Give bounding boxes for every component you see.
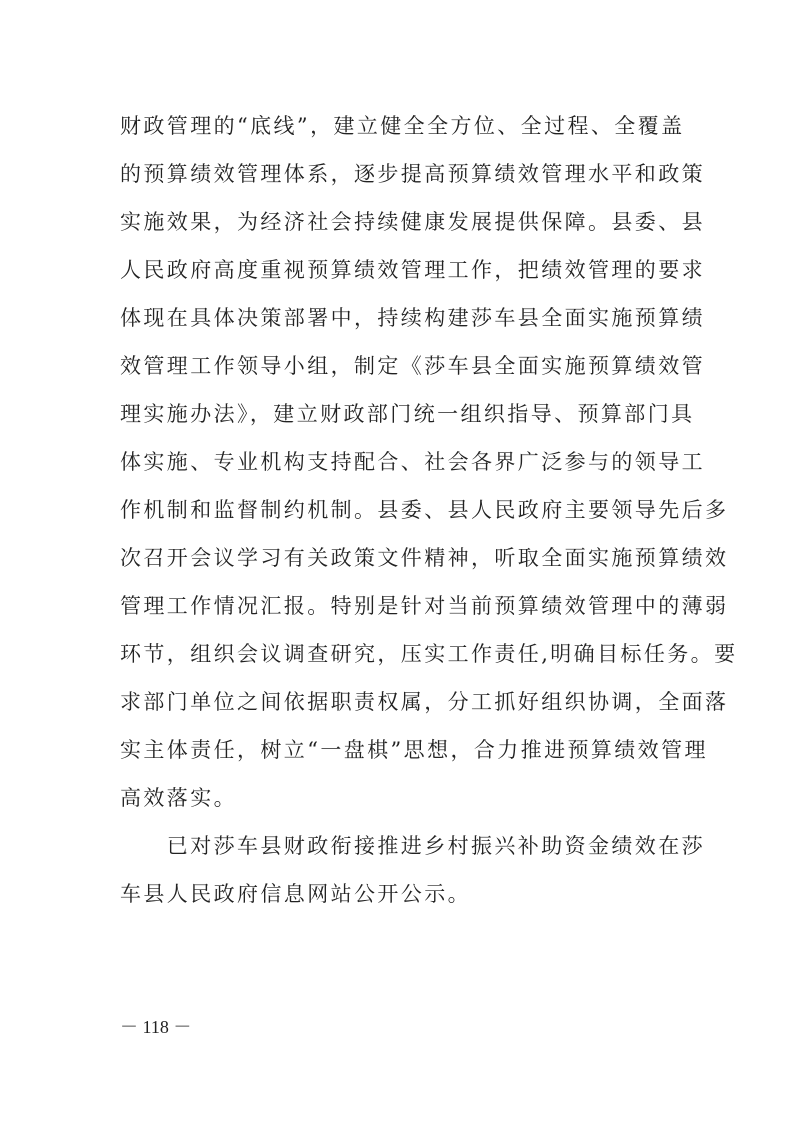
text-line: 的预算绩效管理体系，逐步提高预算绩效管理水平和政策	[120, 162, 705, 186]
text-line: 体实施、专业机构支持配合、社会各界广泛参与的领导工	[120, 450, 705, 474]
text-line: 次召开会议学习有关政策文件精神，听取全面实施预算绩效	[120, 546, 729, 570]
text-line: 作机制和监督制约机制。县委、县人民政府主要领导先后多	[120, 498, 729, 522]
text-line: 实主体责任，树立“一盘棋”思想，合力推进预算绩效管理	[120, 738, 708, 762]
text-line: 求部门单位之间依据职责权属，分工抓好组织协调，全面落	[120, 690, 729, 714]
text-line: 已对莎车县财政衔接推进乡村振兴补助资金绩效在莎	[120, 834, 705, 858]
text-line: 财政管理的“底线”，建立健全全方位、全过程、全覆盖	[120, 114, 685, 138]
text-line: 环节，组织会议调查研究，压实工作责任,明确目标任务。要	[120, 642, 738, 666]
text-line: 管理工作情况汇报。特别是针对当前预算绩效管理中的薄弱	[120, 594, 729, 618]
page-number: － 118 －	[120, 1017, 192, 1037]
text-line: 体现在具体决策部署中，持续构建莎车县全面实施预算绩	[120, 306, 705, 330]
text-line: 理实施办法》，建立财政部门统一组织指导、预算部门具	[120, 402, 695, 426]
body-text	[120, 102, 738, 918]
text-line: 实施效果，为经济社会持续健康发展提供保障。县委、县	[120, 210, 705, 234]
text-line: 效管理工作领导小组，制定《莎车县全面实施预算绩效管	[120, 354, 705, 378]
text-line: 车县人民政府信息网站公开公示。	[120, 882, 471, 906]
text-line: 人民政府高度重视预算绩效管理工作，把绩效管理的要求	[120, 258, 705, 282]
text-line: 高效落实。	[120, 786, 237, 810]
